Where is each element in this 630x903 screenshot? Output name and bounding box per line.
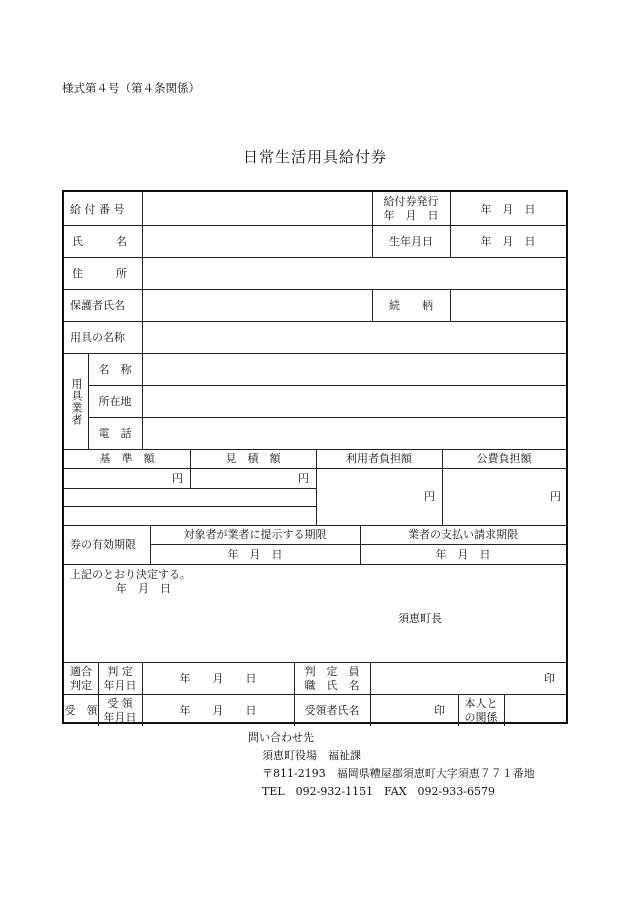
decision-text: 上記のとおり決定する。: [70, 568, 191, 581]
public-burden-label: 公費負担額: [476, 452, 532, 465]
suitability-label-2: 判定: [70, 679, 92, 692]
present-period-date: 年 月 日: [227, 548, 283, 561]
judge-staff-label-2: 職 氏 名: [304, 679, 360, 692]
user-burden-yen: 円: [424, 490, 435, 503]
claim-period-date: 年 月 日: [435, 548, 491, 561]
estimate-amount-label: 見 積 額: [225, 452, 281, 465]
receipt-date-label-2: 年月日: [103, 711, 137, 724]
present-period-label: 対象者が業者に提示する期限: [183, 528, 327, 541]
relation-label: 続 柄: [389, 299, 433, 312]
relationship-label: 本人と: [464, 697, 498, 710]
judge-date-label-2: 年月日: [103, 679, 137, 692]
issue-date-value: 年 月 日: [480, 203, 536, 216]
vendor-location-label: 所在地: [98, 395, 132, 408]
birth-date-label: 生年月日: [389, 235, 433, 248]
judge-seal-mark: 印: [544, 672, 555, 685]
mayor-label: 須恵町長: [398, 612, 442, 625]
voucher-no-label: 給 付 番 号: [70, 203, 125, 216]
document-title: 日常生活用具給付券: [242, 148, 387, 166]
voucher-form: [62, 190, 568, 724]
validity-label: 券の有効期限: [70, 538, 136, 551]
judge-staff-label: 判 定 員: [304, 665, 360, 678]
judge-date-value: 年 月 日: [179, 672, 257, 685]
base-amount-yen: 円: [172, 472, 183, 485]
receiver-name-label: 受領者氏名: [304, 704, 360, 717]
public-burden-yen: 円: [550, 490, 561, 503]
receipt-date-label: 受 領: [107, 697, 133, 710]
name-label: 氏 名: [72, 235, 127, 248]
user-burden-label: 利用者負担額: [346, 452, 412, 465]
decision-date: 年 月 日: [116, 582, 171, 595]
contact-office: 須恵町役場 福祉課: [262, 749, 361, 762]
receipt-label: 受 領: [64, 704, 98, 717]
form-number: 様式第４号（第４条関係）: [62, 81, 200, 95]
relationship-label-2: の関係: [464, 711, 498, 724]
contact-address: 〒811‐2193 福岡県糟屋郡須恵町大字須恵７７１番地: [262, 767, 535, 780]
vendor-group-label: 用具業者: [70, 378, 83, 426]
birth-date-value: 年 月 日: [480, 235, 536, 248]
judge-date-label: 判 定: [107, 665, 133, 678]
vendor-name-label: 名 称: [98, 363, 132, 376]
address-label: 住 所: [72, 267, 127, 280]
contact-heading: 問い合わせ先: [248, 731, 314, 744]
issue-date-label: 給付券発行: [383, 195, 439, 208]
guardian-name-label: 保護者氏名: [70, 299, 125, 312]
contact-phone: TEL 092‐932‐1151 FAX 092‐933‐6579: [262, 785, 495, 798]
suitability-label: 適合: [70, 665, 92, 678]
issue-date-label-2: 年 月 日: [383, 209, 439, 222]
item-name-label: 用具の名称: [70, 331, 125, 344]
receipt-date-value: 年 月 日: [179, 704, 257, 717]
estimate-amount-yen: 円: [298, 472, 309, 485]
base-amount-label: 基 準 額: [99, 452, 155, 465]
receiver-seal-mark: 印: [434, 704, 445, 717]
vendor-phone-label: 電 話: [98, 427, 132, 440]
claim-period-label: 業者の支払い請求期限: [408, 528, 518, 541]
